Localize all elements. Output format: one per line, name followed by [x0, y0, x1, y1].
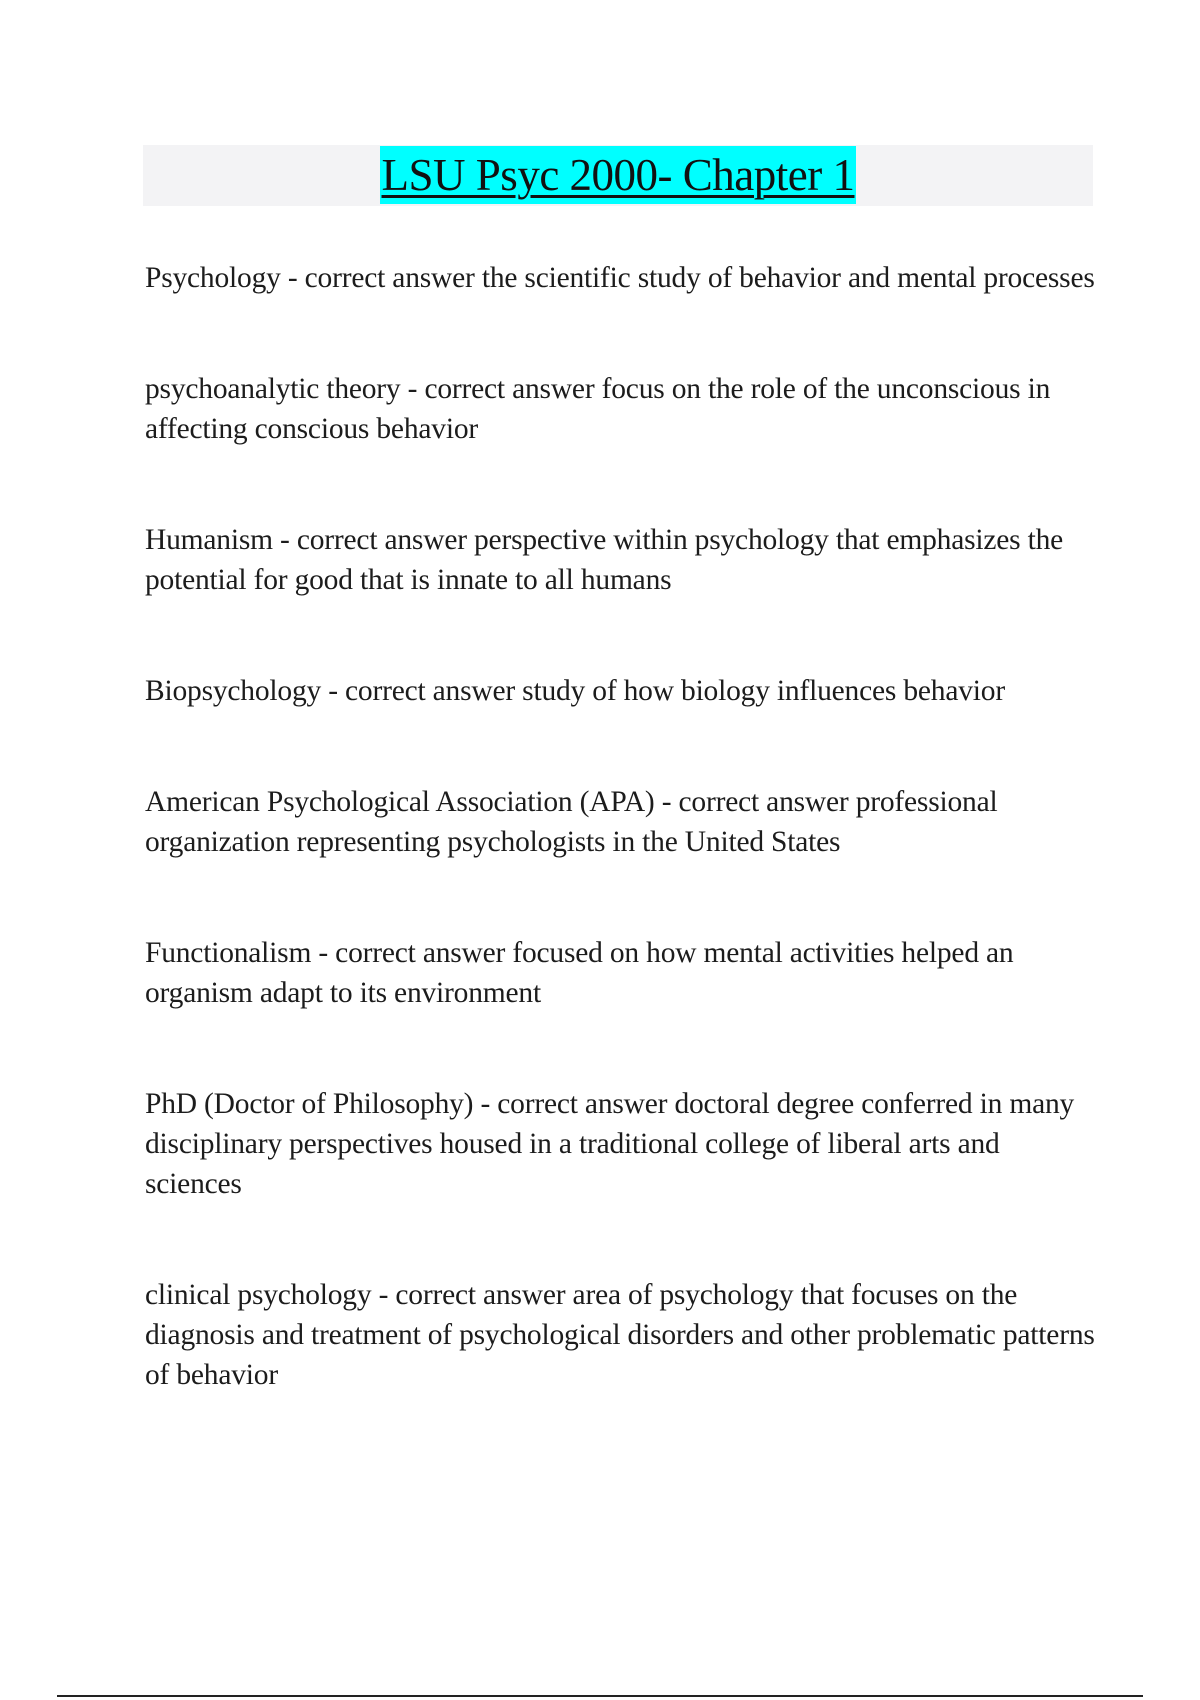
- term-psychoanalytic-theory: psychoanalytic theory - correct answer focus on the role of the unconscious in affecting conscious behavior: [145, 373, 1051, 445]
- term-list: [145, 258, 1100, 1466]
- term-functionalism: Functionalism - correct answer focused on how mental activities helped an organism adapt to its environment: [145, 937, 1014, 1009]
- footer-divider: [57, 1695, 1143, 1697]
- term-biopsychology: Biopsychology - correct answer study of how biology influences behavior: [145, 675, 1005, 707]
- title-band: [143, 145, 1093, 206]
- term-apa: American Psychological Association (APA) - correct answer professional organization representing psychologists in the United States: [145, 786, 998, 858]
- term-psychology: Psychology - correct answer the scientific study of behavior and mental processes: [145, 262, 1095, 294]
- document-title: LSU Psyc 2000- Chapter 1: [380, 146, 857, 204]
- term-clinical-psychology: clinical psychology - correct answer area of psychology that focuses on the diagnosis and treatment of psychological disorders and other problematic patterns of behavior: [145, 1279, 1095, 1391]
- term-phd: PhD (Doctor of Philosophy) - correct answer doctoral degree conferred in many disciplinary perspectives housed in a traditional college of liberal arts and sciences: [145, 1088, 1075, 1200]
- term-humanism: Humanism - correct answer perspective within psychology that emphasizes the potential for good that is innate to all humans: [145, 524, 1064, 596]
